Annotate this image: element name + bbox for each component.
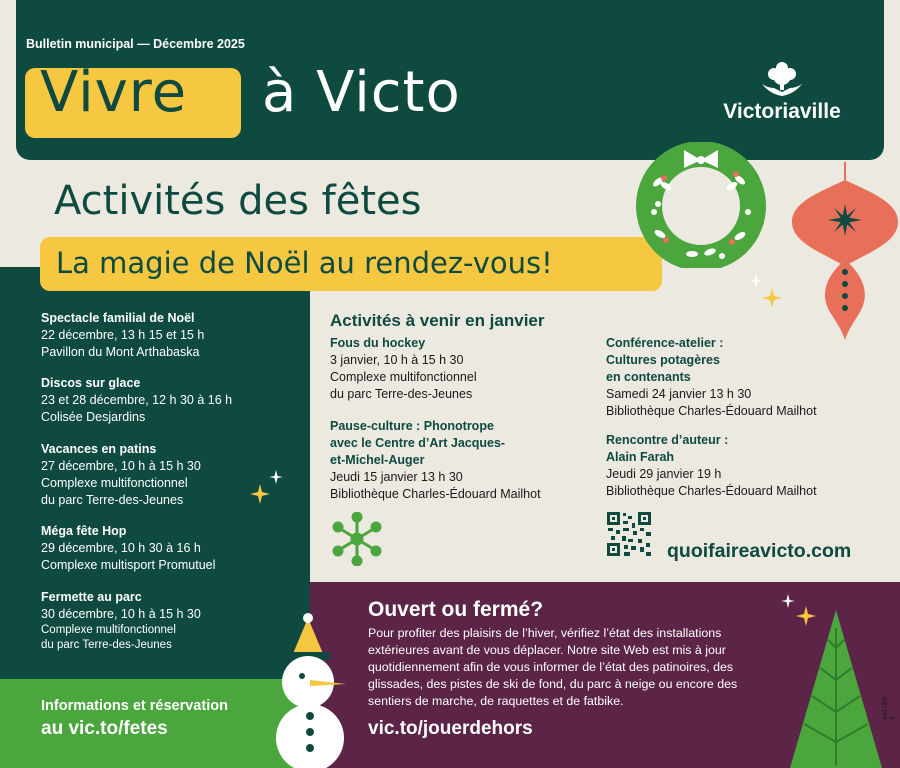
event-title: Méga fête Hop (41, 524, 127, 538)
activity-place: Bibliothèque Charles-Édouard Mailhot (606, 484, 817, 498)
activity-date: Samedi 24 janvier 13 h 30 (606, 387, 752, 401)
wreath-icon (636, 142, 766, 268)
section-title: Activités des fêtes (54, 178, 422, 224)
event-place: Colisée Desjardins (41, 410, 146, 424)
event-place: Complexe multifonctionnel (41, 624, 176, 636)
event-title: Discos sur glace (41, 376, 141, 390)
title-vivre: Vivre (40, 60, 188, 125)
outdoor-status-link[interactable]: vic.to/jouerdehors (368, 718, 533, 739)
open-closed-title: Ouvert ou fermé? (368, 598, 544, 621)
event-item (41, 441, 201, 509)
event-place-detail: du parc Terre-des-Jeunes (41, 493, 184, 507)
activity-title: Conférence-atelier : (606, 336, 724, 350)
sparkle-icon (248, 468, 288, 508)
january-title: Activités à venir en janvier (330, 311, 545, 330)
logo-text: Victoriaville (723, 100, 841, 123)
event-place: Pavillon du Mont Arthabaska (41, 345, 200, 359)
activity-title-line3: et-Michel-Auger (330, 453, 425, 467)
activity-place: Bibliothèque Charles-Édouard Mailhot (330, 487, 541, 501)
event-item (41, 523, 215, 574)
january-activity (330, 418, 541, 503)
event-date: 29 décembre, 10 h 30 à 16 h (41, 541, 201, 555)
event-item (41, 310, 204, 361)
activity-title: Pause-culture : Phonotrope (330, 419, 494, 433)
activity-date: Jeudi 15 janvier 13 h 30 (330, 470, 463, 484)
title-a-victo: à Victo (262, 60, 461, 125)
activity-place-detail: du parc Terre-des-Jeunes (330, 387, 473, 401)
activity-title: Fous du hockey (330, 336, 426, 350)
qr-code-icon[interactable] (606, 511, 652, 557)
activity-title-line2: Alain Farah (606, 450, 675, 464)
event-place: Complexe multisport Promutuel (41, 558, 216, 572)
activity-date: 3 janvier, 10 h à 15 h 30 (330, 353, 464, 367)
open-closed-body: Pour profiter des plaisirs de l’hiver, vérifiez l’état des installations extérieures avant de vous déplacer. Notre site Web est mis à jour quotidiennement afin de vous informer de l’état des patinoires, des glissades, des pistes de ski de fond, du parc à neige ou encore des sentiers de marche, de raquettes et de fatbike. (368, 626, 738, 708)
print-code: x41789-1 (882, 694, 896, 720)
activity-title-line3: en contenants (606, 370, 691, 384)
info-link[interactable]: au vic.to/fetes (41, 718, 168, 739)
event-title: Vacances en patins (41, 442, 157, 456)
event-place: Complexe multifonctionnel (41, 476, 188, 490)
event-title: Spectacle familial de Noël (41, 311, 195, 325)
event-date: 23 et 28 décembre, 12 h 30 à 16 h (41, 393, 233, 407)
christmas-tree-icon (786, 608, 886, 768)
ornament-icon (790, 162, 900, 342)
activity-title-line2: Cultures potagères (606, 353, 720, 367)
event-date: 27 décembre, 10 h à 15 h 30 (41, 459, 201, 473)
sparkle-icon (748, 272, 784, 312)
city-logo-icon (712, 62, 852, 100)
january-activity (606, 432, 817, 500)
activity-title: Rencontre d’auteur : (606, 433, 729, 447)
event-item (41, 589, 201, 653)
magic-banner-text: La magie de Noël au rendez-vous! (56, 246, 553, 280)
january-activity (606, 335, 817, 420)
january-activity (330, 335, 477, 403)
event-item (41, 375, 232, 426)
event-place-detail: du parc Terre-des-Jeunes (41, 639, 172, 651)
bulletin-label: Bulletin municipal — Décembre 2025 (26, 37, 245, 51)
event-date: 22 décembre, 13 h 15 et 15 h (41, 328, 205, 342)
activity-date: Jeudi 29 janvier 19 h (606, 467, 722, 481)
activity-place: Complexe multifonctionnel (330, 370, 477, 384)
event-title: Fermette au parc (41, 590, 142, 604)
activity-place: Bibliothèque Charles-Édouard Mailhot (606, 404, 817, 418)
activity-title-line2: avec le Centre d’Art Jacques- (330, 436, 506, 450)
snowman-icon (272, 612, 352, 768)
snowflake-icon (330, 512, 384, 566)
event-date: 30 décembre, 10 h à 15 h 30 (41, 607, 201, 621)
city-logo[interactable] (712, 62, 852, 132)
events-website-link[interactable]: quoifaireavicto.com (667, 540, 852, 562)
info-label: Informations et réservation (41, 698, 228, 714)
